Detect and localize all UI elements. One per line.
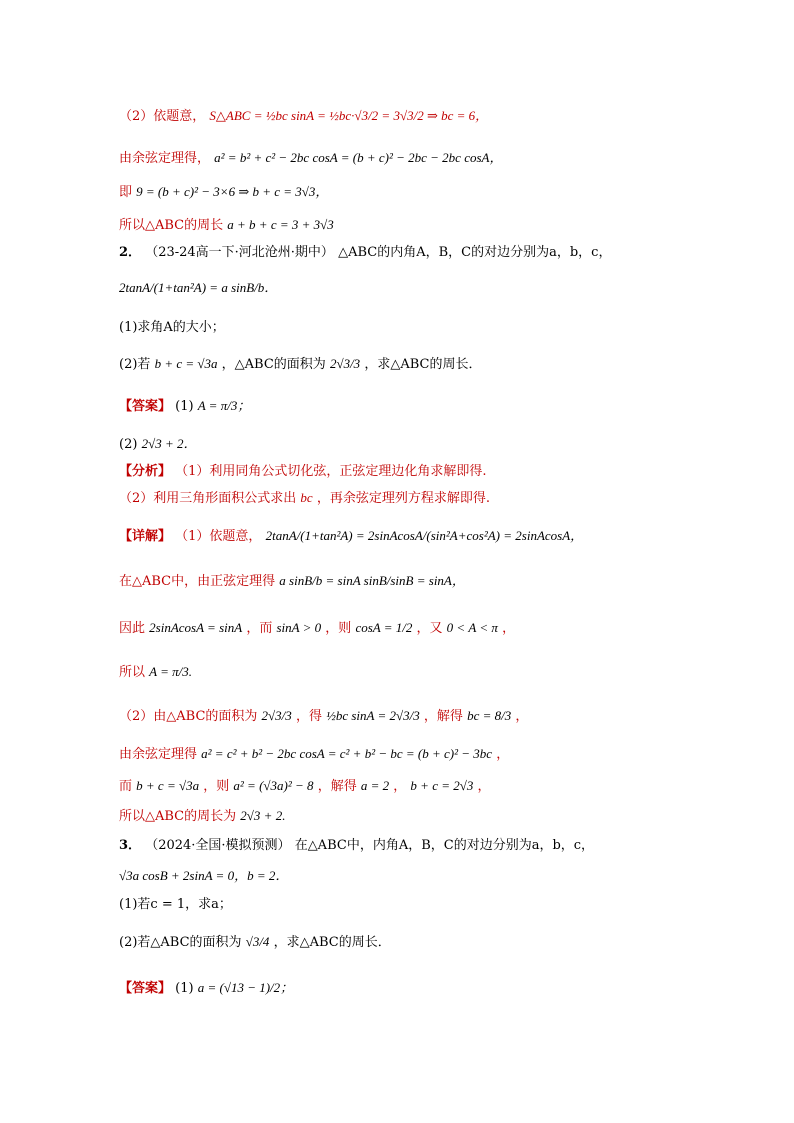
problem2-detail2-lead: 在△ABC中，由正弦定理得 xyxy=(119,574,276,589)
problem2-detail3-end: ， xyxy=(502,621,516,636)
problem2-source: （23-24高一下·河北沧州·期中） xyxy=(145,245,334,260)
problem2-detail7-mid3: ， xyxy=(393,779,407,794)
problem2-detail7-expr4: b + c = 2√3 xyxy=(410,778,474,793)
problem2-detail3-expr4: 0 < A < π xyxy=(446,620,498,635)
prev-part2-label: （2）依题意， xyxy=(119,109,206,124)
problem2-detail1-line xyxy=(119,528,583,545)
problem3-number: 3． xyxy=(119,838,142,853)
problem3-answer1-label: (1) xyxy=(175,981,194,996)
problem2-detail3-lead: 因此 xyxy=(119,621,146,636)
prev-cosine-expr: a² = b² + c² − 2bc cosA = (b + c)² − 2bc − 2bc cosA， xyxy=(214,150,503,165)
problem2-condition-line xyxy=(119,280,277,297)
problem2-detail-tag: 【详解】 xyxy=(119,529,172,544)
problem2-analysis1: （1）利用同角公式切化弦，正弦定理边化角求解即得. xyxy=(175,464,487,479)
problem2-number: 2． xyxy=(119,245,142,260)
problem2-detail1-expr: 2tanA/(1+tan²A) = 2sinAcosA/(sin²A+cos²A) = 2sinAcosA， xyxy=(265,528,584,543)
problem2-analysis2-line xyxy=(119,490,490,507)
problem2-detail4-expr: A = π/3. xyxy=(149,664,193,679)
problem2-detail8-lead: 所以△ABC的周长为 xyxy=(119,809,237,824)
prev-perimeter-lead: 所以△ABC的周长 xyxy=(119,218,224,233)
problem2-answer2-label: (2) xyxy=(119,437,138,452)
problem3-q1: (1)若c = 1，求a； xyxy=(119,897,232,912)
problem2-detail8-expr: 2√3 + 2. xyxy=(240,808,286,823)
prev-thus-line xyxy=(119,184,328,201)
prev-perimeter-line xyxy=(119,217,334,234)
problem2-detail7-line xyxy=(119,778,491,795)
problem2-q2-area: 2√3/3 xyxy=(329,356,361,371)
problem3-q2-lead: (2)若△ABC的面积为 xyxy=(119,935,242,950)
problem2-detail5-res: bc = 8/3 xyxy=(467,708,512,723)
problem2-answer1-label: (1) xyxy=(175,399,194,414)
prev-cosine-lead: 由余弦定理得， xyxy=(119,151,211,166)
problem2-detail5-lead: （2）由△ABC的面积为 xyxy=(119,709,258,724)
problem2-detail5-expr: ½bc sinA = 2√3/3 xyxy=(326,708,420,723)
problem2-detail3-expr2: sinA > 0 xyxy=(276,620,322,635)
problem2-detail5-mid2: ，解得 xyxy=(423,709,463,724)
problem3-q2-area: √3/4 xyxy=(245,934,270,949)
problem2-detail5-area: 2√3/3 xyxy=(261,708,292,723)
problem2-detail7-expr2: a² = (√3a)² − 8 xyxy=(233,778,314,793)
problem2-answer-tag: 【答案】 xyxy=(119,399,172,414)
problem2-answer1: A = π/3； xyxy=(197,398,251,413)
problem3-condition-line xyxy=(119,868,288,885)
prev-thus-lead: 即 xyxy=(119,185,133,200)
problem3-stem: 在△ABC中，内角A，B，C的对边分别为a，b，c， xyxy=(294,838,595,853)
problem2-detail6-expr: a² = c² + b² − 2bc cosA = c² + b² − bc = (b + c)² − 3bc xyxy=(201,746,493,761)
problem2-analysis1-line xyxy=(119,464,487,480)
problem2-detail7-expr1: b + c = √3a xyxy=(136,778,200,793)
problem2-detail7-lead: 而 xyxy=(119,779,133,794)
problem2-detail4-line xyxy=(119,664,192,681)
problem2-detail7-mid1: ，则 xyxy=(203,779,230,794)
problem2-detail1-lead: （1）依题意， xyxy=(175,529,262,544)
prev-part2-line xyxy=(119,108,488,125)
problem2-analysis2-lead: （2）利用三角形面积公式求出 xyxy=(119,491,297,506)
problem2-q2-mid: ，△ABC的面积为 xyxy=(221,357,326,372)
problem3-condition: √3a cosB + 2sinA = 0，b = 2． xyxy=(119,868,289,883)
problem2-condition: 2tanA/(1+tan²A) = a sinB/b． xyxy=(119,280,278,295)
problem3-answer1: a = (√13 − 1)/2； xyxy=(197,980,294,995)
problem2-detail3-mid2: ，则 xyxy=(325,621,352,636)
problem3-answer-tag: 【答案】 xyxy=(119,981,172,996)
problem2-detail3-expr1: 2sinAcosA = sinA xyxy=(149,620,243,635)
problem2-answer2: 2√3 + 2． xyxy=(141,436,197,451)
problem2-detail6-end: ， xyxy=(496,747,510,762)
problem2-answer2-line xyxy=(119,436,196,453)
problem2-detail2-line xyxy=(119,573,465,590)
problem2-q1: (1)求角A的大小； xyxy=(119,320,225,335)
problem2-detail4-lead: 所以 xyxy=(119,665,146,680)
problem2-detail6-line xyxy=(119,746,509,763)
problem2-q2-tail: ，求△ABC的周长． xyxy=(364,357,482,372)
problem2-detail7-expr3: a = 2 xyxy=(360,778,390,793)
problem3-source: （2024·全国·模拟预测） xyxy=(145,838,291,853)
problem2-q2-cond: b + c = √3a xyxy=(154,356,218,371)
problem2-detail8-line xyxy=(119,808,285,825)
problem2-stem: △ABC的内角A，B，C的对边分别为a，b，c， xyxy=(338,245,612,260)
problem2-analysis2-var: bc xyxy=(300,490,313,505)
prev-cosine-line xyxy=(119,150,502,167)
problem2-detail3-mid3: ，又 xyxy=(416,621,443,636)
problem3-answer1-line xyxy=(119,980,293,997)
problem2-detail7-mid2: ，解得 xyxy=(317,779,357,794)
problem2-analysis-tag: 【分析】 xyxy=(119,464,172,479)
problem3-stem-line xyxy=(119,838,594,854)
problem2-detail3-expr3: cosA = 1/2 xyxy=(355,620,413,635)
problem2-detail7-end: ， xyxy=(477,779,491,794)
problem2-detail2-expr: a sinB/b = sinA sinB/sinB = sinA， xyxy=(279,573,465,588)
problem2-analysis2-tail: ，再余弦定理列方程求解即得. xyxy=(316,491,490,506)
problem2-detail5-end: ， xyxy=(515,709,529,724)
problem2-detail3-line xyxy=(119,620,515,637)
problem3-q2-line xyxy=(119,934,391,951)
problem2-q2-line xyxy=(119,356,481,373)
problem2-q2-lead: (2)若 xyxy=(119,357,151,372)
problem3-q2-tail: ，求△ABC的周长． xyxy=(273,935,391,950)
problem2-answer1-line xyxy=(119,398,250,415)
prev-perimeter-expr: a + b + c = 3 + 3√3 xyxy=(227,217,334,232)
problem2-stem-line xyxy=(119,245,611,261)
prev-thus-expr: 9 = (b + c)² − 3×6 ⇒ b + c = 3√3， xyxy=(136,184,329,199)
problem2-detail6-lead: 由余弦定理得 xyxy=(119,747,198,762)
problem2-detail3-mid1: ，而 xyxy=(246,621,273,636)
prev-part2-area-expr: S△ABC = ½bc sinA = ½bc·√3/2 = 3√3/2 ⇒ bc = 6， xyxy=(209,108,489,123)
problem2-detail5-mid: ，得 xyxy=(295,709,322,724)
problem2-detail5-line xyxy=(119,708,528,725)
